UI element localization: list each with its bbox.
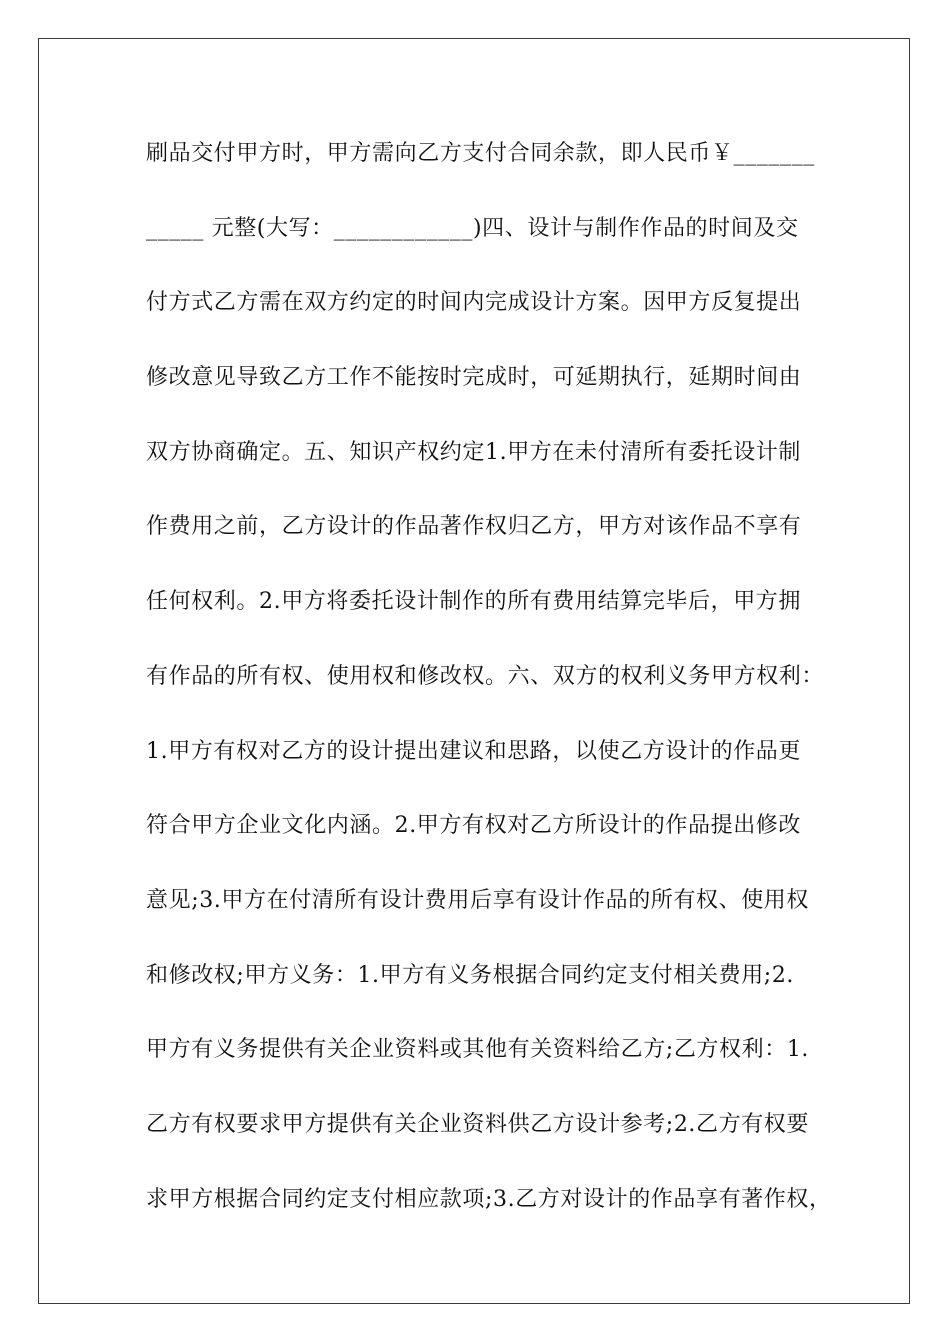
text-line-7: 任何权利。2.甲方将委托设计制作的所有费用结算完毕后，甲方拥 bbox=[146, 589, 801, 615]
text-line-11: 意见;3.甲方在付清所有设计费用后享有设计作品的所有权、使用权 bbox=[146, 887, 810, 913]
text-line-2: _____ 元整(大写：____________)四、设计与制作作品的时间及交 bbox=[146, 215, 799, 241]
text-line-1: 刷品交付甲方时，甲方需向乙方支付合同余款，即人民币￥_______ bbox=[146, 141, 815, 166]
text-line-15: 求甲方根据合同约定支付相应款项;3.乙方对设计的作品享有著作权， bbox=[146, 1186, 832, 1212]
text-line-10: 符合甲方企业文化内涵。2.甲方有权对乙方所设计的作品提出修改 bbox=[146, 813, 801, 839]
text-line-14: 乙方有权要求甲方提供有关企业资料供乙方设计参考;2.乙方有权要 bbox=[146, 1111, 810, 1137]
text-line-3: 付方式乙方需在双方约定的时间内完成设计方案。因甲方反复提出 bbox=[146, 290, 802, 316]
text-line-5: 双方协商确定。五、知识产权约定1.甲方在未付清所有委托设计制 bbox=[146, 439, 801, 465]
text-line-8: 有作品的所有权、使用权和修改权。六、双方的权利义务甲方权利： bbox=[146, 663, 825, 689]
contract-text-body bbox=[146, 132, 832, 1252]
text-line-13: 甲方有义务提供有关企业资料或其他有关资料给乙方;乙方权利：1. bbox=[146, 1037, 810, 1063]
text-line-4: 修改意见导致乙方工作不能按时完成时，可延期执行，延期时间由 bbox=[146, 365, 802, 391]
text-line-6: 作费用之前，乙方设计的作品著作权归乙方，甲方对该作品不享有 bbox=[146, 514, 802, 540]
text-line-12: 和修改权;甲方义务：1.甲方有义务根据合同约定支付相关费用;2. bbox=[146, 962, 795, 988]
text-line-9: 1.甲方有权对乙方的设计提出建议和思路，以使乙方设计的作品更 bbox=[146, 738, 801, 764]
